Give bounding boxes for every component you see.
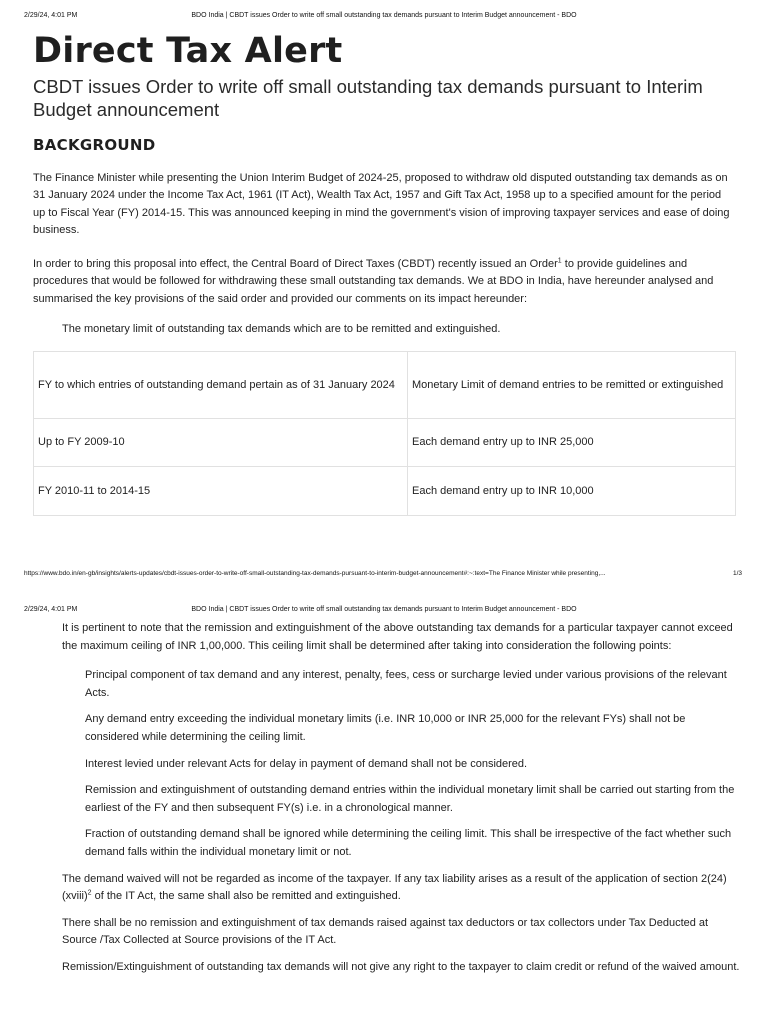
table-header-row <box>34 352 736 419</box>
ceiling-limit-paragraph: It is pertinent to note that the remission and extinguishment of the above outstanding tax demands for a particular taxpayer cannot exceed the maximum ceiling of INR 1,00,000. This ceiling limit shall be determined after taking into consideration the following points: <box>62 622 733 652</box>
list-item: Any demand entry exceeding the individual monetary limits (i.e. INR 10,000 or INR 25,000 for the relevant FYs) shall not be considered while determining the ceiling limit. <box>85 713 686 743</box>
list-item: Interest levied under relevant Acts for delay in payment of demand shall not be considered. <box>85 757 528 770</box>
background-paragraph-1: The Finance Minister while presenting the Union Interim Budget of 2024-25, proposed to withdraw old disputed outstanding tax demands as on 31 January 2024 under the Income Tax Act, 1961 (IT Act), Wealth Tax Act, 1957 and Gift Tax Act, 1958 up to a specified amount for the period up to Fiscal Year (FY) 2014-15. This was announced keeping in mind the government's vision of improving taxpayer services and ease of doing business. <box>33 172 730 236</box>
refund-paragraph: Remission/Extinguishment of outstanding tax demands will not give any right to the taxpayer to claim credit or refund of the waived amount. <box>62 960 740 973</box>
waived-demand-income-paragraph <box>62 871 742 906</box>
article-subtitle: CBDT issues Order to write off small outstanding tax demands pursuant to Interim Budget announcement <box>33 76 703 120</box>
tds-tcs-paragraph: There shall be no remission and extinguishment of tax demands raised against tax deductors or tax collectors under Tax Deducted at Source /Tax Collected at Source provisions of the IT Act. <box>62 916 709 947</box>
background-paragraph-2 <box>33 256 735 308</box>
section-heading-background: BACKGROUND <box>33 136 156 154</box>
table-cell: Up to FY 2009-10 <box>34 419 408 467</box>
footnote-ref-1[interactable]: 1 <box>557 257 562 265</box>
table-cell: Each demand entry up to INR 10,000 <box>408 467 736 516</box>
article-title: Direct Tax Alert <box>33 31 343 71</box>
print-datetime: 2/29/24, 4:01 PM <box>24 12 78 19</box>
ceiling-points-list <box>85 667 742 861</box>
table-header-cell: FY to which entries of outstanding demand pertain as of 31 January 2024 <box>34 352 408 419</box>
table-row <box>34 419 736 467</box>
print-url: https://www.bdo.in/en-gb/insights/alerts-updates/cbdt-issues-order-to-write-off-small-outstanding-tax-demands-pursuant-to-interim-budget-announcement#:~:text=The Finance Minister while presenting,... <box>24 570 606 577</box>
monetary-limit-intro: The monetary limit of outstanding tax demands which are to be remitted and extinguished. <box>62 323 501 336</box>
para2-text-before: In order to bring this proposal into effect, the Central Board of Direct Taxes (CBDT) recently issued an Order <box>33 258 558 271</box>
footnote-ref-2[interactable]: 2 <box>87 889 92 897</box>
print-header <box>0 606 768 618</box>
print-page-title: BDO India | CBDT issues Order to write off small outstanding tax demands pursuant to Interim Budget announcement - BDO <box>191 12 577 19</box>
print-datetime: 2/29/24, 4:01 PM <box>24 606 78 613</box>
table-cell: Each demand entry up to INR 25,000 <box>408 419 736 467</box>
print-header <box>0 12 768 24</box>
article-page-1 <box>33 30 735 338</box>
list-item: Remission and extinguishment of outstanding demand entries within the individual monetary limit shall be carried out starting from the earliest of the FY and then subsequent FY(s) i.e. in a chronological manner. <box>85 784 735 814</box>
print-page-number: 1/3 <box>732 570 742 577</box>
income-text-before: The demand waived will not be regarded as income of the taxpayer. If any tax liability arises as a result of the application of section 2(24)(xviii) <box>62 872 727 903</box>
print-page-title: BDO India | CBDT issues Order to write off small outstanding tax demands pursuant to Interim Budget announcement - BDO <box>191 606 577 613</box>
table-cell: FY 2010-11 to 2014-15 <box>34 467 408 516</box>
article-page-2 <box>62 620 742 977</box>
table-header-cell: Monetary Limit of demand entries to be remitted or extinguished <box>408 352 736 419</box>
table-row <box>34 467 736 516</box>
list-item: Fraction of outstanding demand shall be ignored while determining the ceiling limit. This shall be irrespective of the fact whether such demand falls within the individual monetary limit or not. <box>85 828 732 858</box>
monetary-limit-table <box>33 351 736 516</box>
para2-text-after: to provide guidelines and procedures that would be followed for withdrawing these small outstanding tax demands. We at BDO in India, have hereunder analysed and summarised the key provisions of the said order and provided our comments on its impact hereunder: <box>33 258 714 305</box>
list-item: Principal component of tax demand and any interest, penalty, fees, cess or surcharge levied under various provisions of the relevant Acts. <box>85 669 727 699</box>
income-text-after: of the IT Act, the same shall also be remitted and extinguished. <box>91 890 401 903</box>
